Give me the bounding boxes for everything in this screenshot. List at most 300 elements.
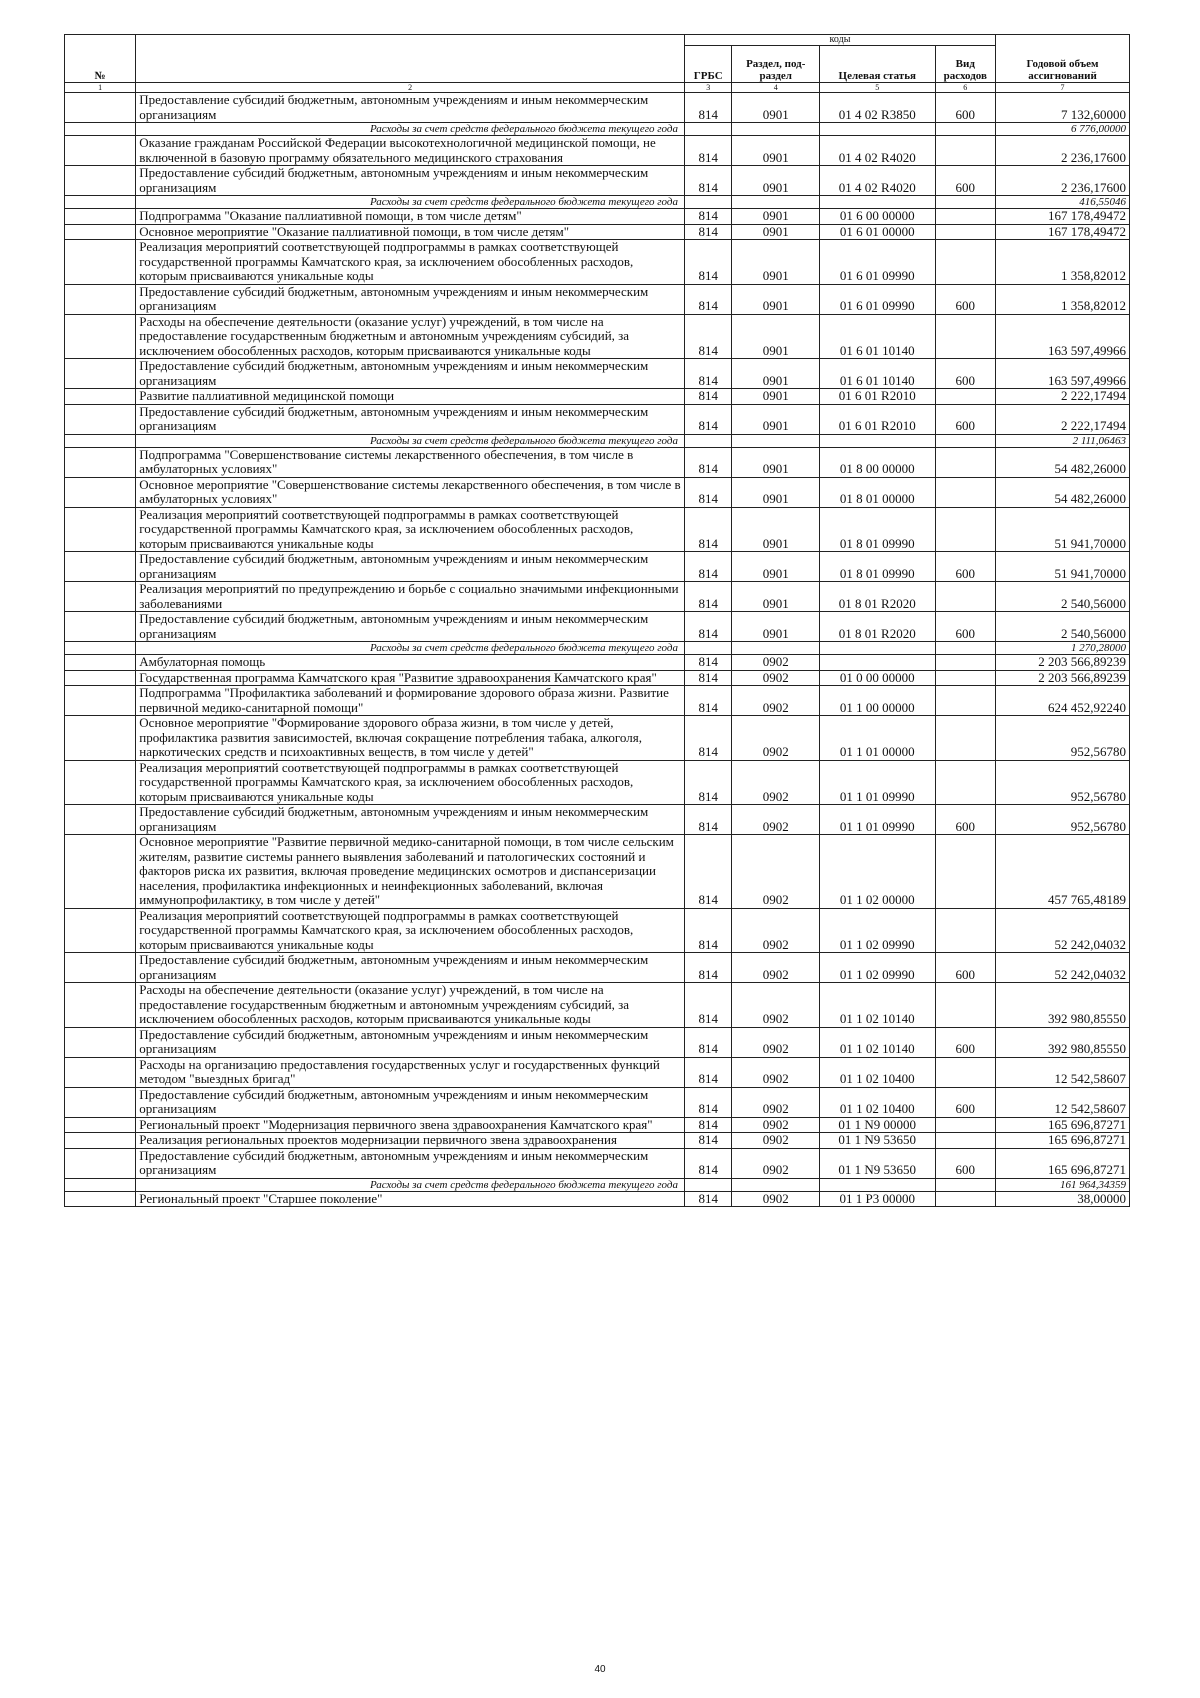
table-row: [65, 224, 1130, 240]
expense-name: Предоставление субсидий бюджетным, автономным учреждениям и иным некоммерческим организациям: [136, 359, 685, 389]
table-row: [65, 1057, 1130, 1087]
federal-funds-label: Расходы за счет средств федерального бюджета текущего года: [136, 123, 685, 136]
row-number: [65, 1178, 136, 1191]
target-cell: [819, 123, 935, 136]
header-section: Раздел, под-раздел: [732, 46, 819, 83]
section-cell: 0902: [732, 716, 819, 761]
section-cell: 0902: [732, 655, 819, 671]
grbs-cell: 814: [684, 389, 732, 405]
annual-amount: 51 941,70000: [996, 552, 1130, 582]
expense-type-cell: [935, 1133, 995, 1149]
grbs-cell: 814: [684, 716, 732, 761]
grbs-cell: [684, 196, 732, 209]
expense-name: Реализация мероприятий по предупреждению и борьбе с социально значимыми инфекционными заболеваниями: [136, 582, 685, 612]
expense-type-cell: 600: [935, 953, 995, 983]
target-cell: 01 8 01 09990: [819, 552, 935, 582]
table-row: [65, 93, 1130, 123]
section-cell: 0902: [732, 1087, 819, 1117]
target-cell: [819, 1178, 935, 1191]
row-number: [65, 1087, 136, 1117]
grbs-cell: 814: [684, 908, 732, 953]
expense-type-cell: [935, 224, 995, 240]
federal-funds-label: Расходы за счет средств федерального бюджета текущего года: [136, 642, 685, 655]
column-index: 5: [819, 83, 935, 93]
expense-name: Региональный проект "Старшее поколение": [136, 1191, 685, 1207]
section-cell: 0901: [732, 136, 819, 166]
federal-funds-label: Расходы за счет средств федерального бюджета текущего года: [136, 434, 685, 447]
grbs-cell: 814: [684, 953, 732, 983]
section-cell: 0902: [732, 1148, 819, 1178]
grbs-cell: 814: [684, 1027, 732, 1057]
target-cell: 01 6 01 R2010: [819, 389, 935, 405]
section-cell: 0902: [732, 805, 819, 835]
target-cell: 01 6 01 R2010: [819, 404, 935, 434]
annual-amount: 165 696,87271: [996, 1117, 1130, 1133]
federal-funds-amount: 161 964,34359: [996, 1178, 1130, 1191]
row-number: [65, 805, 136, 835]
expense-type-cell: 600: [935, 805, 995, 835]
expense-name: Развитие паллиативной медицинской помощи: [136, 389, 685, 405]
section-cell: 0901: [732, 359, 819, 389]
target-cell: 01 1 02 09990: [819, 953, 935, 983]
annual-amount: 392 980,85550: [996, 1027, 1130, 1057]
expense-type-cell: [935, 908, 995, 953]
grbs-cell: [684, 123, 732, 136]
target-cell: [819, 642, 935, 655]
expense-type-cell: [935, 655, 995, 671]
annual-amount: 165 696,87271: [996, 1133, 1130, 1149]
expense-name: Предоставление субсидий бюджетным, автономным учреждениям и иным некоммерческим организациям: [136, 1087, 685, 1117]
row-number: [65, 908, 136, 953]
grbs-cell: 814: [684, 284, 732, 314]
section-cell: 0902: [732, 670, 819, 686]
target-cell: 01 4 02 R4020: [819, 166, 935, 196]
annual-amount: 163 597,49966: [996, 359, 1130, 389]
annual-amount: 54 482,26000: [996, 447, 1130, 477]
grbs-cell: 814: [684, 835, 732, 909]
expense-name: Региональный проект "Модернизация первичного звена здравоохранения Камчатского края": [136, 1117, 685, 1133]
target-cell: 01 6 00 00000: [819, 209, 935, 225]
target-cell: 01 6 01 10140: [819, 359, 935, 389]
annual-amount: 2 203 566,89239: [996, 655, 1130, 671]
row-number: [65, 1057, 136, 1087]
row-number: [65, 642, 136, 655]
grbs-cell: 814: [684, 983, 732, 1028]
column-index: 4: [732, 83, 819, 93]
table-row: [65, 404, 1130, 434]
grbs-cell: 814: [684, 1133, 732, 1149]
table-row: [65, 359, 1130, 389]
expense-name: Предоставление субсидий бюджетным, автономным учреждениям и иным некоммерческим организациям: [136, 404, 685, 434]
expense-type-cell: [935, 123, 995, 136]
expense-type-cell: [935, 686, 995, 716]
section-cell: 0902: [732, 1117, 819, 1133]
annual-amount: 12 542,58607: [996, 1057, 1130, 1087]
annual-amount: 952,56780: [996, 716, 1130, 761]
section-cell: [732, 1178, 819, 1191]
column-index: 1: [65, 83, 136, 93]
expense-type-cell: [935, 835, 995, 909]
expense-name: Расходы на обеспечение деятельности (оказание услуг) учреждений, в том числе на предоставление государственным бюджетным и автономным учреждениям субсидий, за исключением обособленных расходов, которым присваиваются уникальные коды: [136, 983, 685, 1028]
header-grbs: ГРБС: [684, 46, 732, 83]
section-cell: 0901: [732, 477, 819, 507]
expense-type-cell: [935, 760, 995, 805]
target-cell: [819, 655, 935, 671]
table-row: [65, 209, 1130, 225]
table-row: [65, 314, 1130, 359]
expense-type-cell: [935, 447, 995, 477]
grbs-cell: 814: [684, 314, 732, 359]
section-cell: 0901: [732, 240, 819, 285]
target-cell: 01 1 N9 53650: [819, 1148, 935, 1178]
annual-amount: 1 358,82012: [996, 284, 1130, 314]
federal-funds-label: Расходы за счет средств федерального бюджета текущего года: [136, 196, 685, 209]
table-row: [65, 612, 1130, 642]
target-cell: 01 6 01 10140: [819, 314, 935, 359]
expense-type-cell: 600: [935, 552, 995, 582]
annual-amount: 7 132,60000: [996, 93, 1130, 123]
section-cell: [732, 123, 819, 136]
expense-type-cell: [935, 240, 995, 285]
grbs-cell: [684, 1178, 732, 1191]
expense-name: Основное мероприятие "Формирование здорового образа жизни, в том числе у детей, профилактика развития зависимостей, включая сокращение потребления табака, алкоголя, наркотических средств и психоактивных веществ, в том числе у детей": [136, 716, 685, 761]
section-cell: 0901: [732, 209, 819, 225]
column-index: 7: [996, 83, 1130, 93]
expense-type-cell: [935, 389, 995, 405]
table-row: [65, 760, 1130, 805]
expense-name: Реализация мероприятий соответствующей подпрограммы в рамках соответствующей государственной программы Камчатского края, за исключением обособленных расходов, которым присваиваются уникальные коды: [136, 240, 685, 285]
grbs-cell: 814: [684, 805, 732, 835]
annual-amount: 2 540,56000: [996, 582, 1130, 612]
grbs-cell: 814: [684, 760, 732, 805]
table-row: [65, 284, 1130, 314]
annual-amount: 52 242,04032: [996, 908, 1130, 953]
expense-type-cell: [935, 136, 995, 166]
header-number: №: [65, 35, 136, 83]
row-number: [65, 1191, 136, 1207]
table-row: [65, 686, 1130, 716]
expense-name: Расходы на обеспечение деятельности (оказание услуг) учреждений, в том числе на предоставление государственным бюджетным и автономным учреждениям субсидий, за исключением обособленных расходов, которым присваиваются уникальные коды: [136, 314, 685, 359]
section-cell: 0901: [732, 284, 819, 314]
row-number: [65, 552, 136, 582]
section-cell: 0901: [732, 582, 819, 612]
section-cell: 0902: [732, 1133, 819, 1149]
target-cell: 01 1 02 00000: [819, 835, 935, 909]
row-number: [65, 582, 136, 612]
expense-name: Основное мероприятие "Развитие первичной медико-санитарной помощи, в том числе сельским жителям, развитие системы раннего выявления заболеваний и патологических состояний и факторов риска их развития, включая проведение медицинских осмотров и диспансеризации населения, профилактика инфекционных и неинфекционных заболеваний, включая иммунопрофилактику, в том числе у детей": [136, 835, 685, 909]
target-cell: 01 1 01 00000: [819, 716, 935, 761]
target-cell: 01 4 02 R4020: [819, 136, 935, 166]
section-cell: 0901: [732, 552, 819, 582]
expense-name: Подпрограмма "Профилактика заболеваний и формирование здорового образа жизни. Развитие первичной медико-санитарной помощи": [136, 686, 685, 716]
federal-funds-row: [65, 642, 1130, 655]
expense-name: Предоставление субсидий бюджетным, автономным учреждениям и иным некоммерческим организациям: [136, 166, 685, 196]
federal-funds-row: [65, 1178, 1130, 1191]
expense-type-cell: 600: [935, 359, 995, 389]
expense-type-cell: [935, 983, 995, 1028]
annual-amount: 2 540,56000: [996, 612, 1130, 642]
row-number: [65, 1027, 136, 1057]
expense-type-cell: 600: [935, 1087, 995, 1117]
federal-funds-amount: 2 111,06463: [996, 434, 1130, 447]
header-codes: коды: [684, 35, 995, 46]
column-index: 6: [935, 83, 995, 93]
row-number: [65, 953, 136, 983]
grbs-cell: 814: [684, 209, 732, 225]
row-number: [65, 224, 136, 240]
section-cell: 0901: [732, 166, 819, 196]
row-number: [65, 686, 136, 716]
annual-amount: 12 542,58607: [996, 1087, 1130, 1117]
target-cell: 01 1 02 10140: [819, 1027, 935, 1057]
table-row: [65, 1191, 1130, 1207]
row-number: [65, 434, 136, 447]
target-cell: 01 1 N9 53650: [819, 1133, 935, 1149]
grbs-cell: [684, 434, 732, 447]
row-number: [65, 1133, 136, 1149]
expense-name: Основное мероприятие "Оказание паллиативной помощи, в том числе детям": [136, 224, 685, 240]
expense-type-cell: 600: [935, 166, 995, 196]
expense-type-cell: [935, 209, 995, 225]
grbs-cell: 814: [684, 552, 732, 582]
target-cell: 01 8 01 R2020: [819, 582, 935, 612]
grbs-cell: 814: [684, 359, 732, 389]
table-row: [65, 389, 1130, 405]
expense-type-cell: [935, 507, 995, 552]
section-cell: 0901: [732, 314, 819, 359]
expense-type-cell: 600: [935, 612, 995, 642]
grbs-cell: 814: [684, 1057, 732, 1087]
expense-type-cell: [935, 196, 995, 209]
row-number: [65, 389, 136, 405]
budget-sheet: [64, 34, 1130, 1207]
expense-name: Предоставление субсидий бюджетным, автономным учреждениям и иным некоммерческим организациям: [136, 612, 685, 642]
table-row: [65, 716, 1130, 761]
expense-name: Государственная программа Камчатского края "Развитие здравоохранения Камчатского края": [136, 670, 685, 686]
section-cell: 0902: [732, 1057, 819, 1087]
annual-amount: 2 222,17494: [996, 404, 1130, 434]
expense-name: Предоставление субсидий бюджетным, автономным учреждениям и иным некоммерческим организациям: [136, 805, 685, 835]
grbs-cell: 814: [684, 1148, 732, 1178]
target-cell: 01 6 01 09990: [819, 284, 935, 314]
federal-funds-row: [65, 196, 1130, 209]
target-cell: 01 6 01 09990: [819, 240, 935, 285]
column-index-row: [65, 83, 1130, 93]
expense-type-cell: [935, 1178, 995, 1191]
table-row: [65, 835, 1130, 909]
target-cell: 01 1 N9 00000: [819, 1117, 935, 1133]
annual-amount: 165 696,87271: [996, 1148, 1130, 1178]
expense-type-cell: [935, 1191, 995, 1207]
expense-name: Предоставление субсидий бюджетным, автономным учреждениям и иным некоммерческим организациям: [136, 284, 685, 314]
section-cell: 0901: [732, 224, 819, 240]
expense-type-cell: [935, 582, 995, 612]
annual-amount: 2 236,17600: [996, 136, 1130, 166]
annual-amount: 2 222,17494: [996, 389, 1130, 405]
grbs-cell: 814: [684, 686, 732, 716]
table-row: [65, 1133, 1130, 1149]
annual-amount: 392 980,85550: [996, 983, 1130, 1028]
table-row: [65, 670, 1130, 686]
table-row: [65, 136, 1130, 166]
grbs-cell: 814: [684, 93, 732, 123]
grbs-cell: [684, 642, 732, 655]
section-cell: 0902: [732, 1027, 819, 1057]
annual-amount: 457 765,48189: [996, 835, 1130, 909]
expense-type-cell: 600: [935, 93, 995, 123]
federal-funds-amount: 6 776,00000: [996, 123, 1130, 136]
expense-type-cell: [935, 477, 995, 507]
grbs-cell: 814: [684, 224, 732, 240]
grbs-cell: 814: [684, 447, 732, 477]
section-cell: [732, 434, 819, 447]
grbs-cell: 814: [684, 1117, 732, 1133]
section-cell: 0902: [732, 686, 819, 716]
expense-name: Амбулаторная помощь: [136, 655, 685, 671]
table-row: [65, 655, 1130, 671]
target-cell: 01 1 02 10400: [819, 1087, 935, 1117]
row-number: [65, 404, 136, 434]
row-number: [65, 123, 136, 136]
table-row: [65, 1087, 1130, 1117]
target-cell: 01 1 P3 00000: [819, 1191, 935, 1207]
expense-type-cell: [935, 434, 995, 447]
table-row: [65, 953, 1130, 983]
grbs-cell: 814: [684, 612, 732, 642]
target-cell: 01 1 01 09990: [819, 760, 935, 805]
grbs-cell: 814: [684, 507, 732, 552]
annual-amount: 52 242,04032: [996, 953, 1130, 983]
target-cell: 01 8 01 09990: [819, 507, 935, 552]
row-number: [65, 983, 136, 1028]
federal-funds-row: [65, 434, 1130, 447]
grbs-cell: 814: [684, 655, 732, 671]
grbs-cell: 814: [684, 404, 732, 434]
row-number: [65, 447, 136, 477]
annual-amount: 38,00000: [996, 1191, 1130, 1207]
expense-type-cell: 600: [935, 1027, 995, 1057]
row-number: [65, 1148, 136, 1178]
table-row: [65, 1117, 1130, 1133]
section-cell: 0901: [732, 447, 819, 477]
annual-amount: 952,56780: [996, 760, 1130, 805]
target-cell: 01 1 02 10140: [819, 983, 935, 1028]
expense-name: Реализация региональных проектов модернизации первичного звена здравоохранения: [136, 1133, 685, 1149]
header-expense-type: Вид расходов: [935, 46, 995, 83]
section-cell: 0902: [732, 1191, 819, 1207]
grbs-cell: 814: [684, 1087, 732, 1117]
expense-type-cell: [935, 314, 995, 359]
row-number: [65, 93, 136, 123]
target-cell: 01 1 00 00000: [819, 686, 935, 716]
annual-amount: 624 452,92240: [996, 686, 1130, 716]
section-cell: 0902: [732, 908, 819, 953]
table-row: [65, 805, 1130, 835]
annual-amount: 1 358,82012: [996, 240, 1130, 285]
expense-name: Подпрограмма "Совершенствование системы лекарственного обеспечения, в том числе в амбулаторных условиях": [136, 447, 685, 477]
row-number: [65, 166, 136, 196]
section-cell: 0902: [732, 983, 819, 1028]
table-row: [65, 552, 1130, 582]
header-name-blank: [136, 35, 685, 83]
annual-amount: 54 482,26000: [996, 477, 1130, 507]
section-cell: [732, 642, 819, 655]
target-cell: 01 1 02 10400: [819, 1057, 935, 1087]
row-number: [65, 209, 136, 225]
grbs-cell: 814: [684, 136, 732, 166]
federal-funds-row: [65, 123, 1130, 136]
target-cell: [819, 196, 935, 209]
target-cell: 01 6 01 00000: [819, 224, 935, 240]
row-number: [65, 240, 136, 285]
expense-type-cell: 600: [935, 404, 995, 434]
grbs-cell: 814: [684, 240, 732, 285]
expense-name: Реализация мероприятий соответствующей подпрограммы в рамках соответствующей государственной программы Камчатского края, за исключением обособленных расходов, которым присваиваются уникальные коды: [136, 507, 685, 552]
expense-type-cell: [935, 670, 995, 686]
row-number: [65, 477, 136, 507]
row-number: [65, 716, 136, 761]
annual-amount: 163 597,49966: [996, 314, 1130, 359]
annual-amount: 952,56780: [996, 805, 1130, 835]
row-number: [65, 655, 136, 671]
table-row: [65, 507, 1130, 552]
section-cell: 0901: [732, 404, 819, 434]
budget-table: [64, 34, 1130, 1207]
annual-amount: 51 941,70000: [996, 507, 1130, 552]
expense-type-cell: 600: [935, 1148, 995, 1178]
page-number: 40: [594, 1664, 606, 1675]
target-cell: 01 1 01 09990: [819, 805, 935, 835]
expense-name: Предоставление субсидий бюджетным, автономным учреждениям и иным некоммерческим организациям: [136, 1027, 685, 1057]
section-cell: 0901: [732, 612, 819, 642]
target-cell: 01 8 00 00000: [819, 447, 935, 477]
row-number: [65, 196, 136, 209]
table-row: [65, 983, 1130, 1028]
row-number: [65, 507, 136, 552]
table-row: [65, 582, 1130, 612]
expense-name: Реализация мероприятий соответствующей подпрограммы в рамках соответствующей государственной программы Камчатского края, за исключением обособленных расходов, которым присваиваются уникальные коды: [136, 760, 685, 805]
grbs-cell: 814: [684, 477, 732, 507]
grbs-cell: 814: [684, 166, 732, 196]
row-number: [65, 314, 136, 359]
federal-funds-amount: 1 270,28000: [996, 642, 1130, 655]
annual-amount: 167 178,49472: [996, 224, 1130, 240]
target-cell: 01 0 00 00000: [819, 670, 935, 686]
expense-name: Предоставление субсидий бюджетным, автономным учреждениям и иным некоммерческим организациям: [136, 552, 685, 582]
table-row: [65, 477, 1130, 507]
expense-name: Предоставление субсидий бюджетным, автономным учреждениям и иным некоммерческим организациям: [136, 1148, 685, 1178]
table-row: [65, 1148, 1130, 1178]
expense-name: Реализация мероприятий соответствующей подпрограммы в рамках соответствующей государственной программы Камчатского края, за исключением обособленных расходов, которым присваиваются уникальные коды: [136, 908, 685, 953]
expense-name: Основное мероприятие "Совершенствование системы лекарственного обеспечения, в том числе в амбулаторных условиях": [136, 477, 685, 507]
table-row: [65, 447, 1130, 477]
section-cell: 0902: [732, 760, 819, 805]
grbs-cell: 814: [684, 670, 732, 686]
target-cell: 01 8 01 R2020: [819, 612, 935, 642]
expense-name: Расходы на организацию предоставления государственных услуг и государственных функций методом "выездных бригад": [136, 1057, 685, 1087]
grbs-cell: 814: [684, 582, 732, 612]
row-number: [65, 1117, 136, 1133]
section-cell: 0901: [732, 93, 819, 123]
expense-type-cell: [935, 642, 995, 655]
column-index: 2: [136, 83, 685, 93]
table-row: [65, 240, 1130, 285]
section-cell: 0901: [732, 389, 819, 405]
row-number: [65, 359, 136, 389]
header-annual-volume: Годовой объем ассигнований: [996, 35, 1130, 83]
expense-type-cell: 600: [935, 284, 995, 314]
target-cell: 01 1 02 09990: [819, 908, 935, 953]
